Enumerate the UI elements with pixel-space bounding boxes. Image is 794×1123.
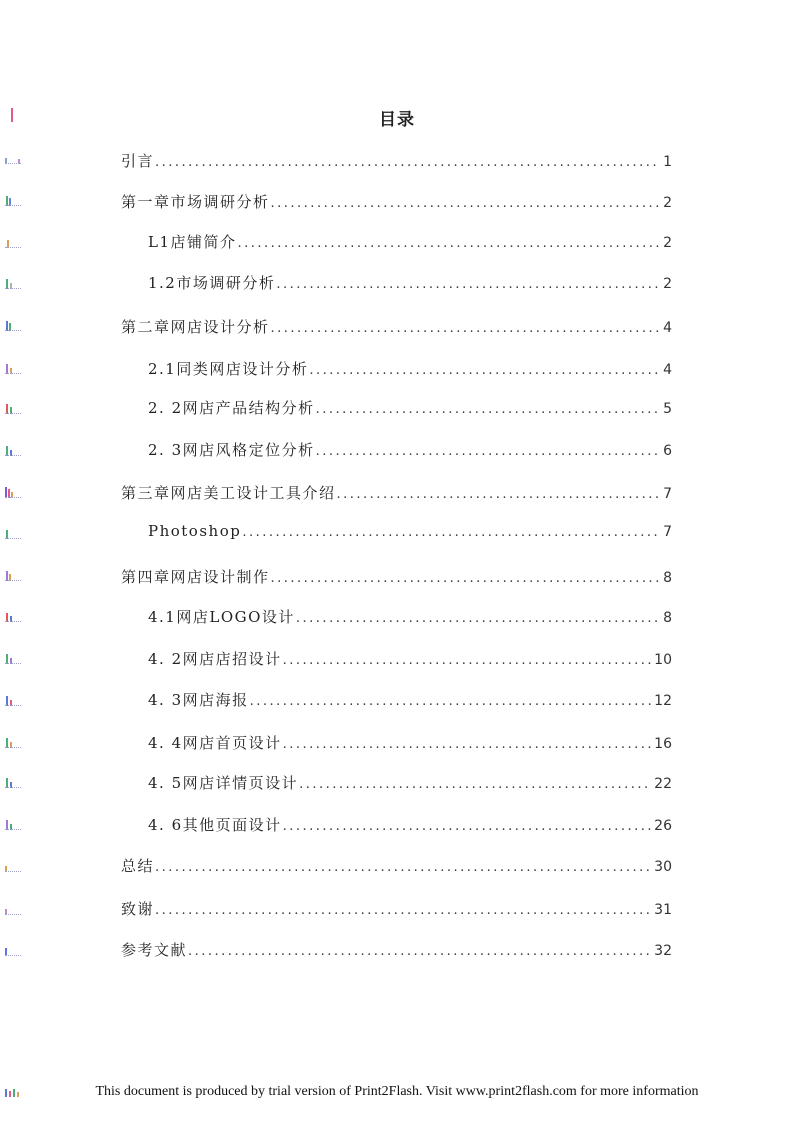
toc-entry[interactable] bbox=[148, 272, 672, 294]
toc-entry[interactable] bbox=[148, 606, 672, 628]
toc-entry[interactable] bbox=[148, 814, 672, 836]
toc-entry-page: 4 bbox=[663, 320, 672, 336]
dot-leader bbox=[238, 236, 661, 251]
toc-entry-label: 1.2市场调研分析 bbox=[148, 274, 276, 292]
dot-leader bbox=[155, 903, 651, 918]
dot-leader bbox=[155, 860, 651, 875]
dot-leader bbox=[250, 694, 652, 709]
toc-entry-label: 2. 3网店风格定位分析 bbox=[148, 441, 315, 459]
dot-leader bbox=[271, 196, 661, 211]
toc-entry-page: 8 bbox=[663, 610, 672, 626]
toc-entry[interactable] bbox=[121, 898, 672, 920]
toc-entry-page: 6 bbox=[663, 443, 672, 459]
margin-mark bbox=[4, 694, 22, 706]
margin-mark bbox=[4, 818, 22, 830]
toc-entry-label: 致谢 bbox=[121, 900, 155, 918]
dot-leader bbox=[188, 944, 651, 959]
toc-entry[interactable] bbox=[148, 732, 672, 754]
toc-entry-page: 7 bbox=[663, 524, 672, 540]
toc-entry-label: Photoshop bbox=[148, 522, 242, 540]
toc-entry-label: 2. 2网店产品结构分析 bbox=[148, 399, 315, 417]
dot-leader bbox=[296, 611, 660, 626]
toc-entry[interactable] bbox=[121, 939, 672, 961]
margin-mark bbox=[4, 444, 22, 456]
toc-entry-label: 引言 bbox=[121, 152, 155, 170]
margin-mark bbox=[4, 152, 22, 164]
toc-entry[interactable] bbox=[148, 397, 672, 419]
toc-entry-page: 16 bbox=[654, 736, 672, 752]
toc-entry-label: 参考文献 bbox=[121, 941, 188, 959]
toc-entry[interactable] bbox=[148, 358, 672, 380]
margin-mark bbox=[4, 944, 22, 956]
dot-leader bbox=[316, 444, 660, 459]
toc-entry-page: 26 bbox=[654, 818, 672, 834]
toc-entry-label: 4.1网店LOGO设计 bbox=[148, 608, 295, 626]
margin-mark bbox=[4, 362, 22, 374]
toc-entry-label: 4. 2网店店招设计 bbox=[148, 650, 282, 668]
toc-entry-label: L1店铺简介 bbox=[148, 233, 237, 251]
dot-leader bbox=[299, 777, 651, 792]
toc-entry-page: 2 bbox=[663, 235, 672, 251]
toc-entry-page: 2 bbox=[663, 276, 672, 292]
toc-entry-label: 第四章网店设计制作 bbox=[121, 568, 270, 586]
toc-entry[interactable] bbox=[148, 231, 672, 253]
margin-mark bbox=[4, 486, 22, 498]
margin-mark bbox=[4, 860, 22, 872]
toc-entry-page: 31 bbox=[654, 902, 672, 918]
margin-mark bbox=[4, 402, 22, 414]
toc-entry-label: 4. 4网店首页设计 bbox=[148, 734, 282, 752]
toc-entry-label: 2.1同类网店设计分析 bbox=[148, 360, 309, 378]
toc-entry-page: 30 bbox=[654, 859, 672, 875]
toc-entry[interactable] bbox=[121, 482, 672, 504]
dot-leader bbox=[283, 819, 652, 834]
toc-entry-label: 第二章网店设计分析 bbox=[121, 318, 270, 336]
margin-mark bbox=[4, 236, 22, 248]
margin-mark bbox=[4, 652, 22, 664]
toc-entry-label: 4. 6其他页面设计 bbox=[148, 816, 282, 834]
toc-entry[interactable] bbox=[121, 150, 672, 172]
margin-mark bbox=[4, 903, 22, 915]
toc-entry-page: 7 bbox=[663, 486, 672, 502]
toc-entry[interactable] bbox=[148, 439, 672, 461]
margin-mark bbox=[4, 610, 22, 622]
toc-entry-label: 总结 bbox=[121, 857, 155, 875]
toc-entry[interactable] bbox=[148, 772, 672, 794]
toc-entry-page: 5 bbox=[663, 401, 672, 417]
toc-entry[interactable] bbox=[148, 689, 672, 711]
dot-leader bbox=[276, 277, 660, 292]
toc-entry[interactable] bbox=[121, 855, 672, 877]
toc-entry[interactable] bbox=[121, 191, 672, 213]
toc-entry-label: 第一章市场调研分析 bbox=[121, 193, 270, 211]
margin-mark bbox=[4, 569, 22, 581]
dot-leader bbox=[337, 487, 661, 502]
margin-mark bbox=[4, 277, 22, 289]
toc-entry-page: 32 bbox=[654, 943, 672, 959]
dot-leader bbox=[271, 571, 661, 586]
toc-entry[interactable] bbox=[148, 522, 672, 544]
margin-mark bbox=[4, 776, 22, 788]
toc-entry-page: 8 bbox=[663, 570, 672, 586]
margin-mark bbox=[4, 194, 22, 206]
dot-leader bbox=[271, 321, 661, 336]
toc-entry[interactable] bbox=[148, 648, 672, 670]
toc-entry[interactable] bbox=[121, 566, 672, 588]
page-title: 目录 bbox=[379, 110, 415, 130]
toc-entry-page: 1 bbox=[663, 154, 672, 170]
dot-leader bbox=[242, 525, 660, 540]
dot-leader bbox=[283, 737, 652, 752]
toc-entry[interactable] bbox=[121, 316, 672, 338]
toc-entry-page: 12 bbox=[654, 693, 672, 709]
trial-watermark-footer: This document is produced by trial version of Print2Flash. Visit www.print2flash.com for more information bbox=[95, 1084, 699, 1099]
margin-mark bbox=[4, 110, 22, 122]
dot-leader bbox=[155, 155, 660, 170]
dot-leader bbox=[283, 653, 652, 668]
toc-entry-label: 4. 5网店详情页设计 bbox=[148, 774, 299, 792]
toc-entry-page: 2 bbox=[663, 195, 672, 211]
dot-leader bbox=[309, 363, 660, 378]
margin-mark bbox=[4, 736, 22, 748]
margin-mark bbox=[4, 319, 22, 331]
toc-entry-label: 第三章网店美工设计工具介绍 bbox=[121, 484, 336, 502]
toc-entry-page: 22 bbox=[654, 776, 672, 792]
margin-mark bbox=[4, 527, 22, 539]
toc-entry-label: 4. 3网店海报 bbox=[148, 691, 249, 709]
dot-leader bbox=[316, 402, 660, 417]
toc-entry-page: 10 bbox=[654, 652, 672, 668]
toc-entry-page: 4 bbox=[663, 362, 672, 378]
